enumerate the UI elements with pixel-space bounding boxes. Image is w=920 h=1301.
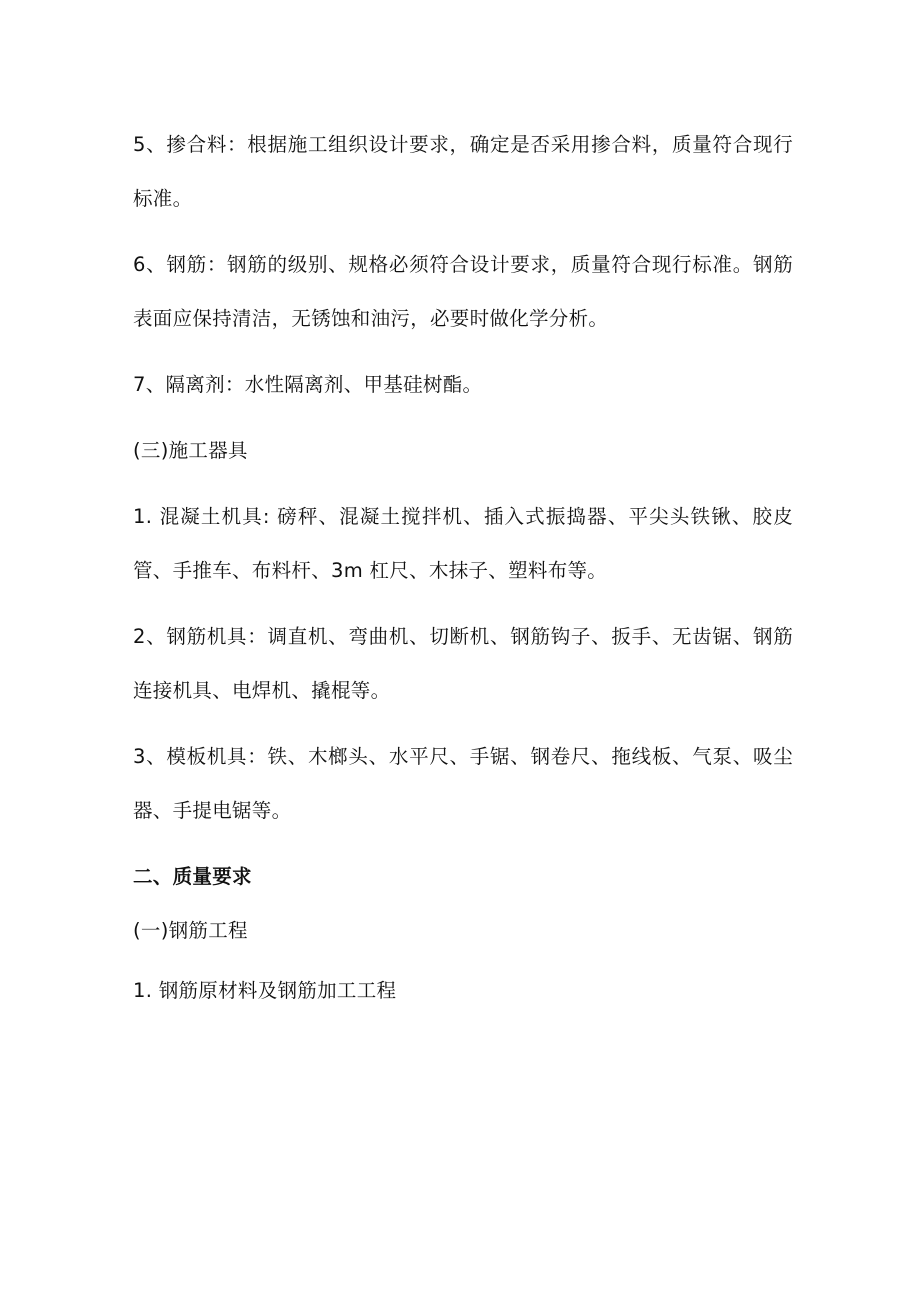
paragraph-formwork-tools: 3、模板机具：铁、木榔头、水平尺、手锯、钢卷尺、拖线板、气泵、吸尘器、手提电锯等。 xyxy=(133,745,793,822)
paragraph-rebar-tools: 2、钢筋机具：调直机、弯曲机、切断机、钢筋钩子、扳手、无齿锯、钢筋连接机具、电焊机、撬棍等。 xyxy=(133,625,793,702)
paragraph-release-agent: 7、隔离剂：水性隔离剂、甲基硅树酯。 xyxy=(133,373,483,396)
paragraph-concrete-tools: 1. 混凝土机具: 磅秤、混凝土搅拌机、插入式振捣器、平尖头铁锹、胶皮管、手推车、布料杆、3m 杠尺、木抹子、塑料布等。 xyxy=(133,505,793,582)
paragraph-admixture: 5、掺合料：根据施工组织设计要求，确定是否采用掺合料，质量符合现行标准。 xyxy=(133,133,793,210)
item-rebar-processing: 1. 钢筋原材料及钢筋加工工程 xyxy=(133,979,397,1002)
paragraph-rebar: 6、钢筋：钢筋的级别、规格必须符合设计要求，质量符合现行标准。钢筋表面应保持清洁，无锈蚀和油污，必要时做化学分析。 xyxy=(133,253,793,330)
subsection-heading-rebar-engineering: (一)钢筋工程 xyxy=(133,919,248,942)
document-body xyxy=(133,118,793,1018)
section-heading-tools: (三)施工器具 xyxy=(133,439,248,462)
section-heading-quality: 二、质量要求 xyxy=(133,865,252,888)
